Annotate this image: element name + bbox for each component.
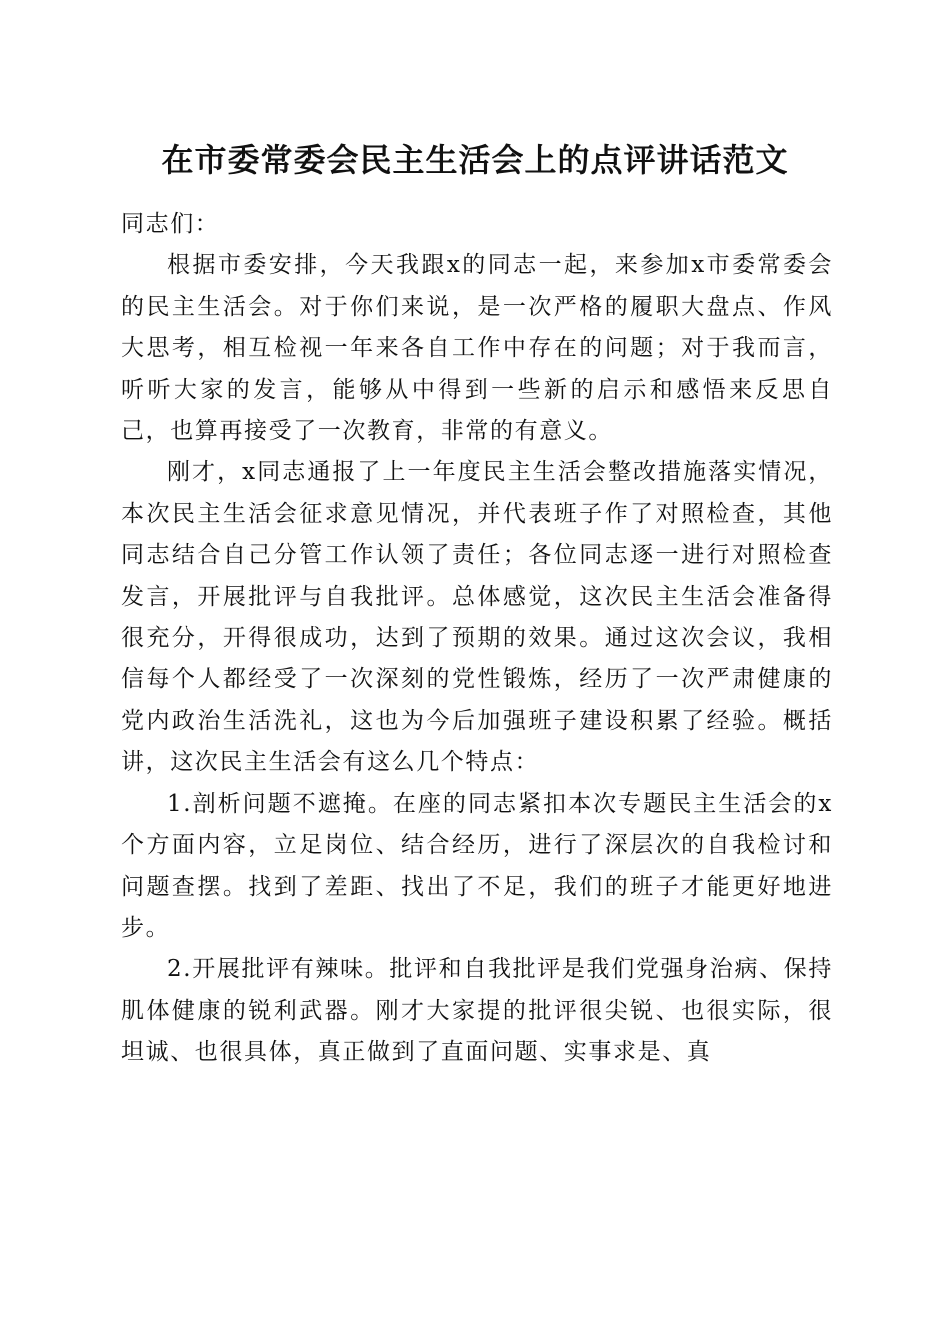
document-title: 在市委常委会民主生活会上的点评讲话范文 xyxy=(161,141,789,179)
document-body xyxy=(121,204,833,1074)
paragraph-point-2: 2.开展批评有辣味。批评和自我批评是我们党强身治病、保持肌体健康的锐利武器。刚才大家提的批评很尖锐、也很实际，很坦诚、也很具体，真正做到了直面问题、实事求是、真 xyxy=(121,956,833,1066)
paragraph-point-1: 1.剖析问题不遮掩。在座的同志紧扣本次专题民主生活会的x个方面内容，立足岗位、结合经历，进行了深层次的自我检讨和问题查摆。找到了差距、找出了不足，我们的班子才能更好地进步。 xyxy=(121,790,833,941)
paragraph-intro: 根据市委安排，今天我跟x的同志一起，来参加x市委常委会的民主生活会。对于你们来说，是一次严格的履职大盘点、作风大思考，相互检视一年来各自工作中存在的问题；对于我而言，听听大家的发言，能够从中得到一些新的启示和感悟来反思自己，也算再接受了一次教育，非常的有意义。 xyxy=(121,252,833,445)
paragraph-summary: 刚才，x同志通报了上一年度民主生活会整改措施落实情况，本次民主生活会征求意见情况，并代表班子作了对照检查，其他同志结合自己分管工作认领了责任；各位同志逐一进行对照检查发言，开展批评与自我批评。总体感觉，这次民主生活会准备得很充分，开得很成功，达到了预期的效果。通过这次会议，我相信每个人都经受了一次深刻的党性锻炼，经历了一次严肃健康的党内政治生活洗礼，这也为今后加强班子建设积累了经验。概括讲，这次民主生活会有这么几个特点： xyxy=(121,459,833,776)
salutation: 同志们： xyxy=(121,211,220,237)
